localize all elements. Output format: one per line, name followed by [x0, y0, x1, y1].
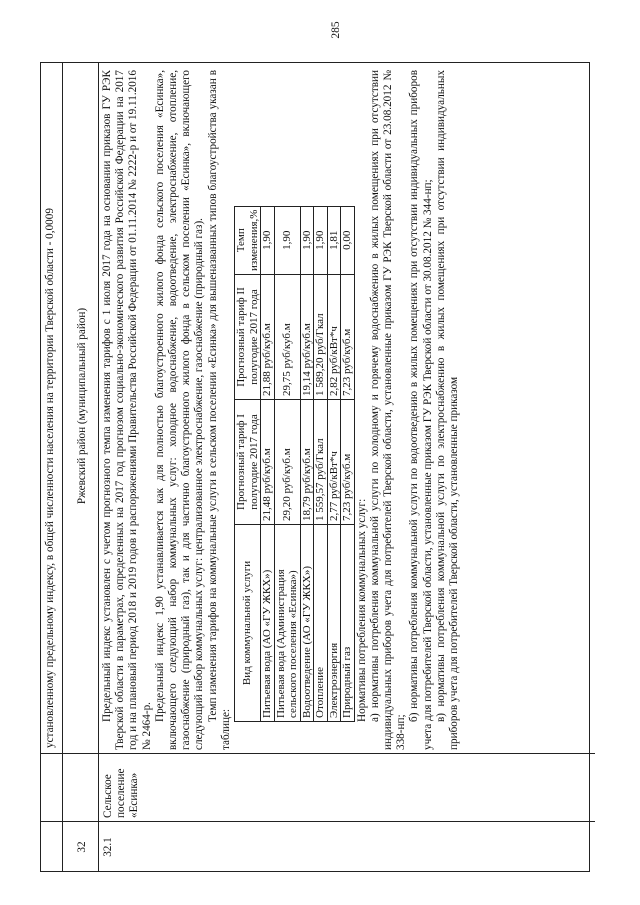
- norm-item: б) нормативы потребления коммунальной услуги по водоотведению в жилых помещениях при отсутствии индивидуальных приборов учета для потребителей Тверской области, установленные приказом ГУ РЭК Тверской области от 30.08.2012 № 344-нп;: [408, 70, 434, 750]
- settlement-content: [101, 70, 461, 750]
- cell-tariff-h1: 2,77 руб/кВт*ч: [327, 400, 341, 525]
- table-row: [341, 206, 355, 721]
- row-divider: [98, 62, 99, 872]
- cell-tariff-h2: 21,88 руб/куб.м: [261, 275, 275, 400]
- header-service: Вид коммунальной услуги: [235, 525, 261, 722]
- district-number: 32: [76, 841, 88, 853]
- rotated-document: [40, 52, 595, 872]
- cell-tariff-h1: 7,23 руб/куб.м: [341, 400, 355, 525]
- settlement-number: 32.1: [102, 837, 114, 857]
- cell-rate: 1,90: [300, 206, 314, 274]
- cell-tariff-h2: 7,23 руб/куб.м: [341, 275, 355, 400]
- cell-service: Питьевая вода (Администрация сельского поселения «Есинка»): [274, 525, 300, 722]
- cell-rate: 1,90: [274, 206, 300, 274]
- header-tariff-h2: Прогнозный тариф II полугодие 2017 года: [235, 275, 261, 400]
- table-row: [274, 206, 300, 721]
- cell-rate: 1,90: [314, 206, 328, 274]
- table-row: [327, 206, 341, 721]
- norm-item: в) нормативы потребления коммунальной услуги по электроснабжению в жилых помещениях при отсутствии индивидуальных приборов учета для потребителей Тверской области, установленные приказом: [434, 70, 460, 750]
- cell-rate: 0,00: [341, 206, 355, 274]
- cell-tariff-h1: 18,79 руб/куб.м: [300, 400, 314, 525]
- cell-tariff-h2: 19,14 руб/куб.м: [300, 275, 314, 400]
- district-title: Ржевский район (муниципальный район): [76, 307, 88, 505]
- paragraph-basis: Предельный индекс установлен с учетом прогнозного темпа изменения тарифов с 1 июля 2017 года на основании приказов ГУ РЭК Тверской области в параметрах, определенных на 2017 год прогнозом социально-экономического развития Российской Федерации на 2017 год и на плановый период 2018 и 2019 годов и распоряжениями Правительства Российской Федерации от 01.11.2014 № 2222-р и от 19.11.2016 № 2464-р.: [101, 70, 153, 750]
- tariff-table: [234, 206, 355, 722]
- cell-tariff-h2: 1 589,20 руб/Гкал: [314, 275, 328, 400]
- settlement-name: Сельское поселение «Есинка»: [102, 768, 140, 818]
- table-row: [314, 206, 328, 721]
- cell-tariff-h1: 1 559,57 руб/Гкал: [314, 400, 328, 525]
- table-row: [300, 206, 314, 721]
- cell-tariff-h1: 29,20 руб/куб.м: [274, 400, 300, 525]
- cell-service: Питьевая вода (АО «ГУ ЖКХ»): [261, 525, 275, 722]
- cell-rate: 1,81: [327, 206, 341, 274]
- paragraph-index: Предельный индекс 1,90 устанавливается как для полностью благоустроенного жилого фонда сельского поселения «Есинка», включающего следующий набор коммунальных услуг: холодное водоснабжение, водоотведение, электроснабжение, отопление, газоснабжение (природный газ), так и для частично благоустроенного жилого фонда в сельском поселении «Есинка», включающего следующий набор коммунальных услуг: централизованное электроснабжение, газоснабжение (природный газ).: [153, 70, 206, 750]
- cell-rate: 1,90: [261, 206, 275, 274]
- norms-intro: Нормативы потребления коммунальных услуг:: [355, 498, 368, 722]
- cell-service: Отопление: [314, 525, 328, 722]
- cell-tariff-h1: 21,48 руб/куб.м: [261, 400, 275, 525]
- table-header-row: [235, 206, 261, 721]
- page-number: 285: [330, 21, 342, 39]
- cell-tariff-h2: 2,82 руб/кВт*ч: [327, 275, 341, 400]
- cell-tariff-h2: 29,75 руб/куб.м: [274, 275, 300, 400]
- header-tariff-h1: Прогнозный тариф I полугодие 2017 года: [235, 400, 261, 525]
- cell-service: Природный газ: [341, 525, 355, 722]
- row-divider: [62, 62, 63, 872]
- norm-item: а) нормативы потребления коммунальной услуги по холодному и горячему водоснабжению в жилых помещениях при отсутствии индивидуальных приборов учета для потребителей Тверской области, установленные приказом ГУ РЭК Тверской области от 23.08.2012 № 338-нп;: [368, 70, 408, 750]
- header-text: установленному предельному индексу, в общей численности населения на территории Тверской области - 0,0009: [44, 208, 56, 748]
- table-row: [261, 206, 275, 721]
- cell-service: Электроэнергия: [327, 525, 341, 722]
- cell-service: Водоотведение (АО «ГУ ЖКХ»): [300, 525, 314, 722]
- paragraph-table-intro: Темп изменения тарифов на коммунальные услуги в сельском поселении «Есинка» для вышеназванных типов благоустройства указан в таблице:: [206, 70, 232, 750]
- header-rate: Темп изменения,%: [235, 206, 261, 274]
